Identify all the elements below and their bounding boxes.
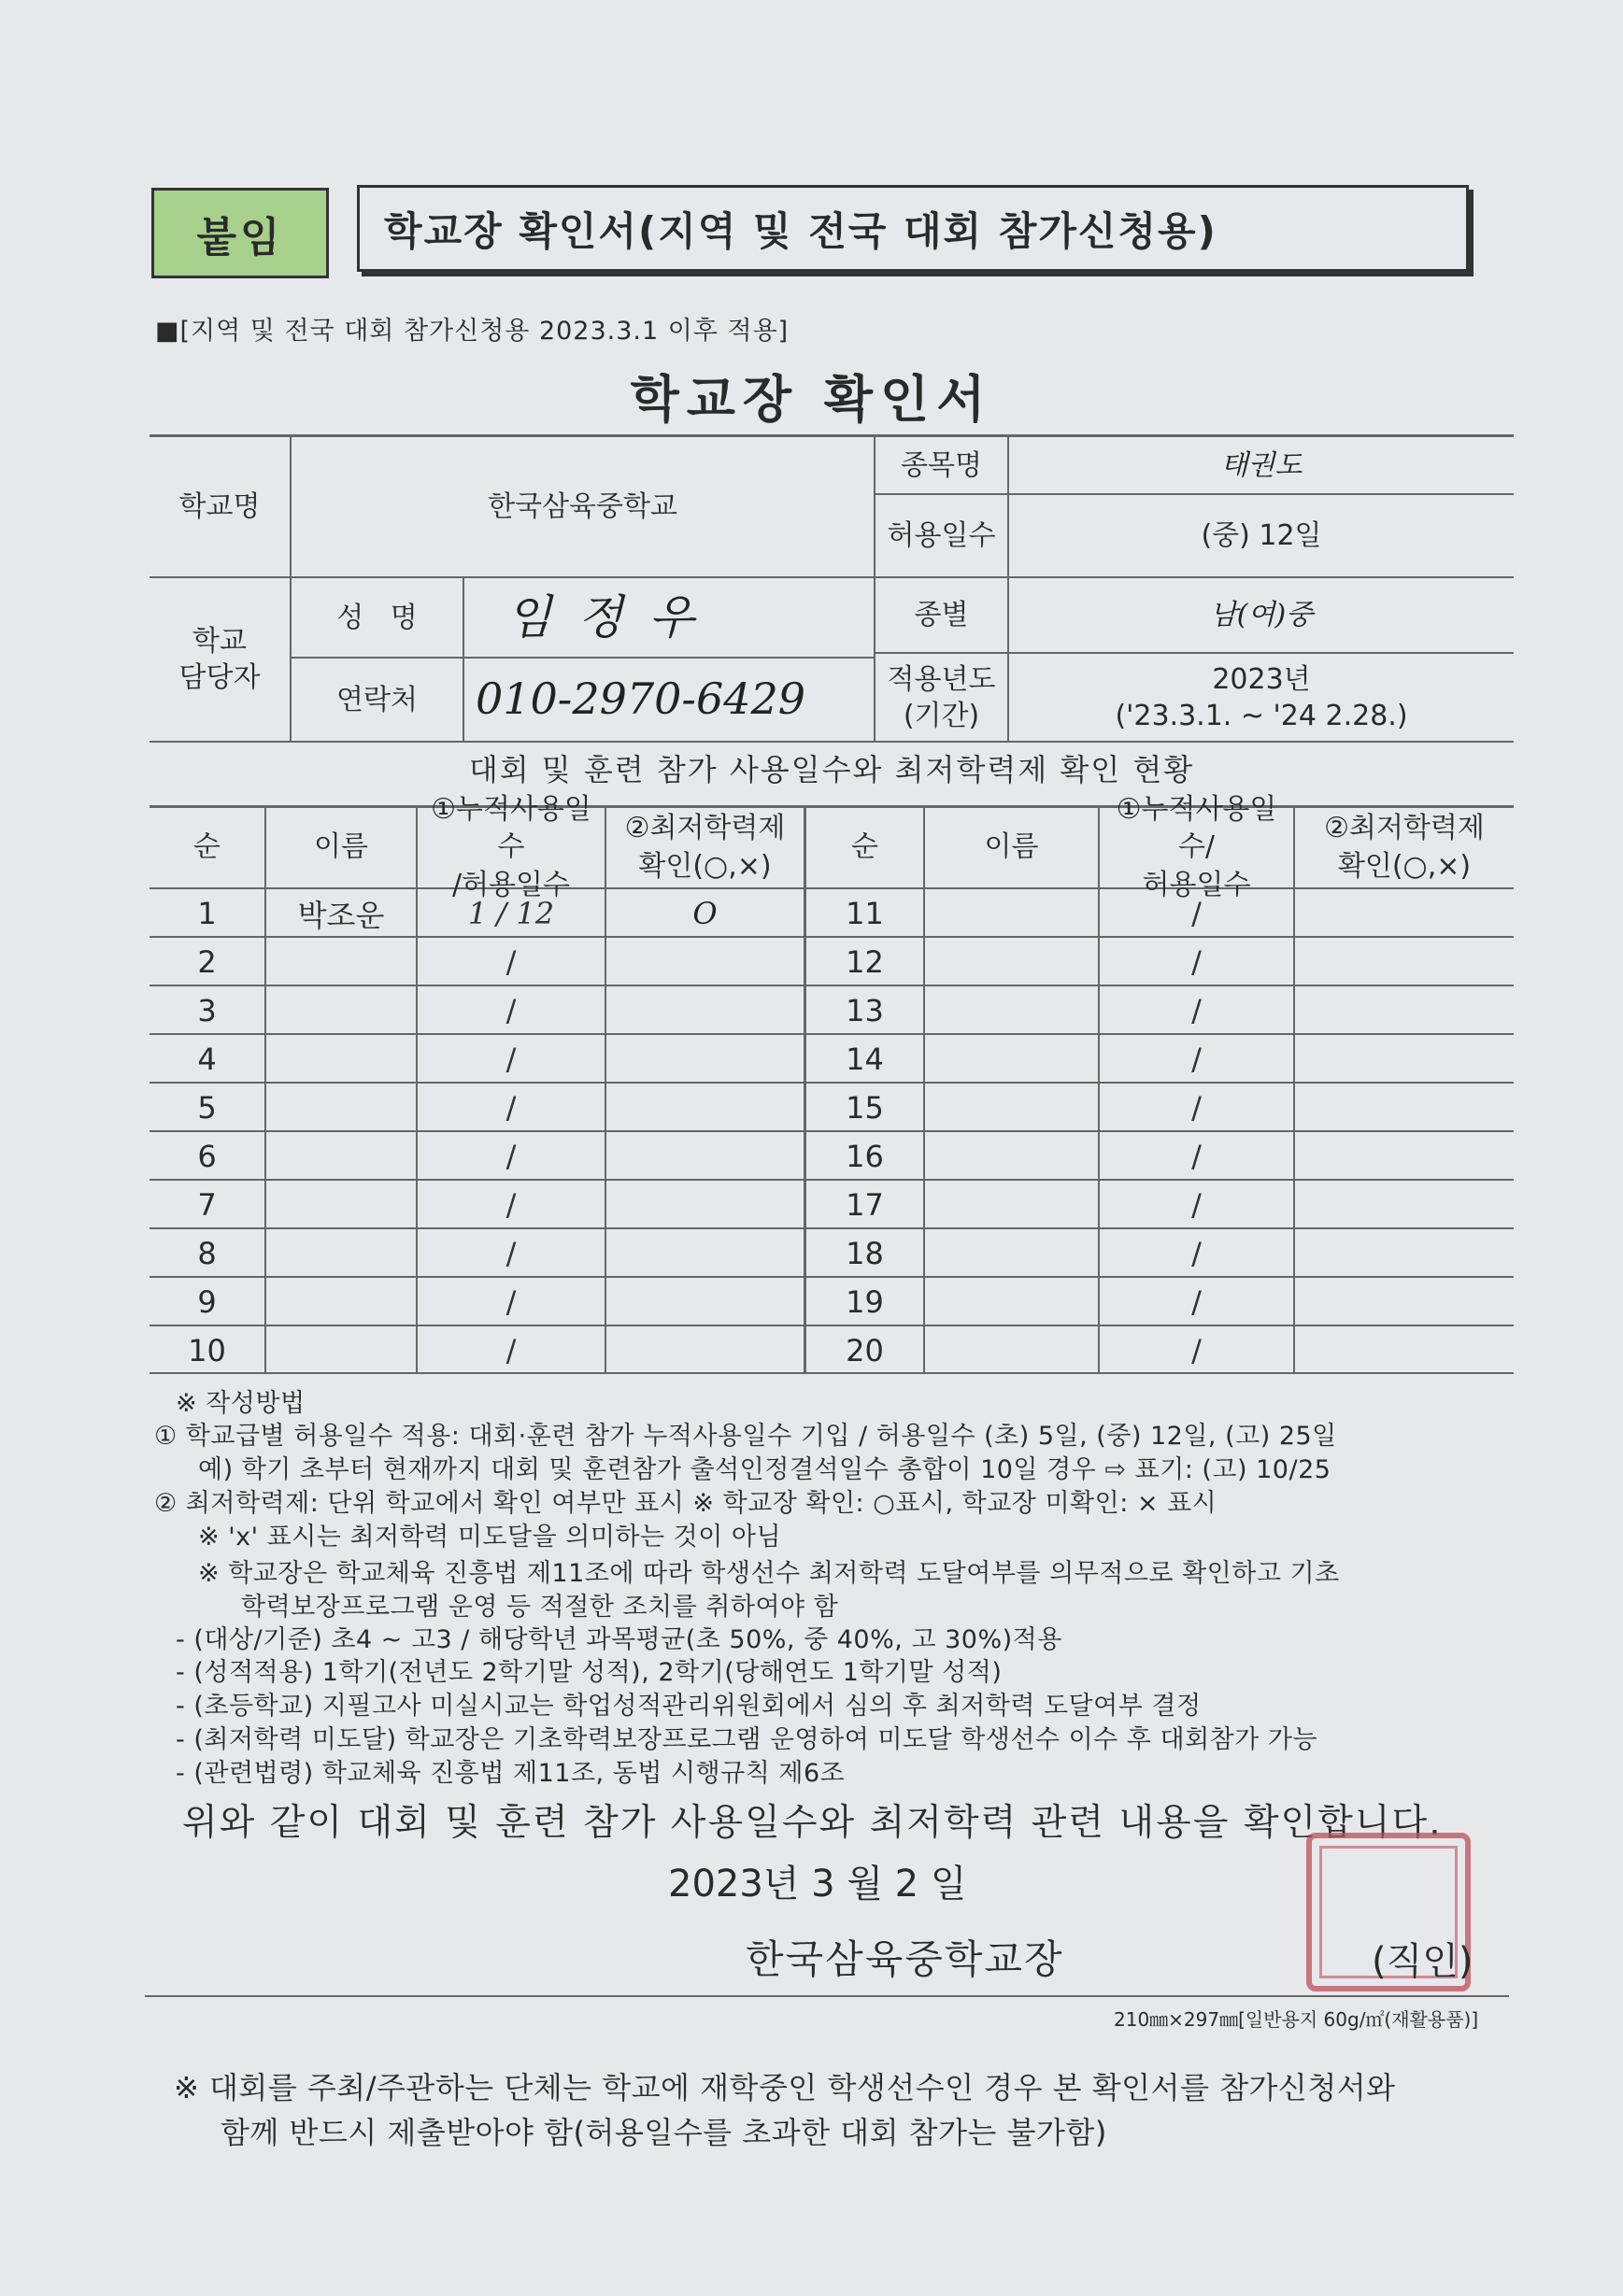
header-min-left [606,808,804,887]
instruction-line: - (최저학력 미도달) 학교장은 기초학력보장프로그램 운영하여 미도달 학생선수 이수 후 대회참가 가능 [176,1725,1318,1754]
row-number: 1 [197,896,217,931]
footnote-line-1: ※ 대회를 주최/주관하는 단체는 학교에 재학중인 학생선수인 경우 본 확인서를 참가신청서와 [174,2070,1396,2105]
instruction-line: ※ 학교장은 학교체육 진흥법 제11조에 따라 학생선수 최저학력 도달여부를 의무적으로 확인하고 기초 [198,1559,1340,1588]
row-days: / [1191,1090,1202,1126]
row-min-check [606,938,804,986]
instruction-line: ※ 작성방법 [176,1389,306,1418]
instruction-line: ② 최저학력제: 단위 학교에서 확인 여부만 표시 ※ 학교장 확인: ○표시, 학교장 미확인: × 표시 [154,1489,1217,1518]
row-number: 6 [197,1139,217,1174]
confirmation-date: 2023년 3 월 2 일 [668,1863,967,1906]
row-student-name [266,938,416,986]
row-min-check [1295,1181,1514,1229]
row-min-check [606,1181,804,1229]
header-min-right-line-1: ②최저학력제 [1324,812,1485,844]
row-days: / [505,1090,517,1126]
row-min-check [606,1132,804,1181]
staff-label-line-2: 담당자 [178,661,261,694]
document-title: 학교장 확인서 [630,370,993,429]
applicability-notice: ■[지역 및 전국 대회 참가신청용 2023.3.1 이후 적용] [155,317,790,346]
row-min-check [1295,938,1514,986]
row-student-name [925,889,1098,938]
row-min-check [1295,1035,1514,1084]
row-number: 17 [846,1187,884,1223]
row-number: 11 [846,896,884,931]
instruction-line: ① 학교급별 허용일수 적용: 대회·훈련 참가 누적사용일수 기입 / 허용일수 (초) 5일, (중) 12일, (고) 25일 [154,1422,1337,1451]
row-number: 7 [197,1187,217,1223]
row-student-name [925,1035,1098,1084]
row-number: 18 [846,1236,884,1271]
row-days: / [505,993,517,1028]
header-min-right-line-2: 확인(○,×) [1337,849,1472,883]
row-number: 8 [197,1236,217,1271]
row-days: / [505,944,517,980]
year-value [1009,654,1514,741]
instruction-line: - (성적적용) 1학기(전년도 2학기말 성적), 2학기(당해연도 1학기말 성적) [176,1658,1003,1687]
header-no-right: 순 [851,830,878,864]
row-days: / [1191,944,1202,980]
school-name-label: 학교명 [178,490,261,523]
row-number: 16 [846,1139,884,1174]
row-min-check [1295,1084,1514,1132]
row-student-name [266,986,416,1035]
row-min-check [606,1326,804,1375]
row-student-name [925,1181,1098,1229]
sport-label: 종목명 [901,448,982,482]
header-min-left-line-2: 확인(○,×) [638,849,772,883]
year-label-line-2: (기간) [903,699,980,732]
year-label [876,654,1007,741]
row-days: / [1191,1333,1202,1368]
row-days: / [1191,1042,1202,1077]
row-number: 19 [846,1284,884,1320]
row-min-check [606,1035,804,1084]
row-student-name [266,1132,416,1181]
header-days-right-line-2: 허용일수 [1142,868,1251,901]
name-label: 성 명 [336,601,418,634]
staff-name-value: 임 정 우 [506,589,700,645]
staff-label [149,578,290,741]
header-no-left: 순 [193,830,221,864]
header-name-left: 이름 [314,830,368,864]
allowed-days-label: 허용일수 [887,519,996,552]
attachment-label: 붙임 [151,188,329,278]
row-min-check [1295,1229,1514,1278]
row-student-name [266,1084,416,1132]
header-days-right [1100,792,1293,901]
row-days: / [1191,896,1202,931]
row-student-name [925,1132,1098,1181]
footnote-line-2: 함께 반드시 제출받아야 함(허용일수를 초과한 대회 참가는 불가함) [221,2115,1107,2150]
row-number: 12 [846,944,884,980]
principal-name: 한국삼육중학교장 [746,1936,1064,1982]
year-value-year: 2023년 [1212,662,1311,696]
row-number: 20 [846,1333,884,1368]
row-min-check [1295,1132,1514,1181]
school-name-value: 한국삼육중학교 [488,490,677,523]
row-days: / [505,1284,517,1320]
row-number: 2 [197,944,217,980]
instruction-line: - (초등학교) 지필고사 미실시교는 학업성적관리위원회에서 심의 후 최저학력 도달여부 결정 [176,1692,1202,1721]
row-number: 15 [846,1090,884,1126]
instruction-line: 학력보장프로그램 운영 등 적절한 조치를 취하여야 함 [241,1593,839,1622]
contact-label: 연락처 [336,683,418,716]
header-min-left-line-1: ②최저학력제 [624,812,786,844]
header-days-left-line-1: ①누적사용일수 [431,792,591,864]
year-label-line-1: 적용년도 [887,662,996,696]
row-student-name [266,1035,416,1084]
row-days: / [505,1236,517,1271]
instruction-line: - (대상/기준) 초4 ~ 고3 / 해당학년 과목평균(초 50%, 중 40%, 고 30%)적용 [176,1625,1062,1654]
divider [145,1995,1509,1997]
row-min-check: O [692,896,718,931]
row-student-name: 박조운 [297,898,385,933]
row-student-name [266,1326,416,1375]
contact-value: 010-2970-6429 [476,673,806,725]
row-student-name [925,1278,1098,1326]
paper-spec: 210㎜×297㎜[일반용지 60g/㎡(재활용품)] [1114,2008,1479,2031]
instruction-line: ※ 'x' 표시는 최저학력 미도달을 의미하는 것이 아님 [198,1523,782,1552]
row-number: 10 [188,1333,226,1368]
instruction-line: - (관련법령) 학교체육 진흥법 제11조, 동법 시행규칙 제6조 [176,1759,846,1788]
row-days: / [505,1042,517,1077]
row-days: 1 / 12 [467,896,555,931]
row-student-name [266,1278,416,1326]
row-days: / [505,1333,517,1368]
year-value-period: ('23.3.1. ~ '24 2.28.) [1115,699,1408,732]
staff-label-line-1: 학교 [192,625,247,658]
sport-value: 태권도 [1220,448,1303,482]
row-days: / [505,1187,517,1223]
row-number: 3 [197,993,217,1028]
row-student-name [266,1181,416,1229]
gender-value: 남(여)중 [1209,599,1314,631]
row-min-check [606,1229,804,1278]
row-number: 9 [197,1284,217,1320]
row-days: / [1191,1187,1202,1223]
row-student-name [266,1229,416,1278]
header-days-right-line-1: ①누적사용일수/ [1116,792,1277,864]
gender-label: 종별 [914,599,969,631]
header-title: 학교장 확인서(지역 및 전국 대회 참가신청용) [357,185,1469,272]
row-student-name [925,1084,1098,1132]
row-student-name [925,1326,1098,1375]
row-number: 5 [197,1090,217,1126]
row-student-name [925,1229,1098,1278]
row-days: / [1191,1284,1202,1320]
confirmation-text: 위와 같이 대회 및 훈련 참가 사용일수와 최저학력 관련 내용을 확인합니다. [182,1802,1443,1844]
header-days-left [418,792,605,901]
row-number: 13 [846,993,884,1028]
row-min-check [606,1278,804,1326]
row-days: / [1191,1139,1202,1174]
row-number: 14 [846,1042,884,1077]
row-min-check [1295,986,1514,1035]
row-min-check [1295,889,1514,938]
allowed-days-value: (중) 12일 [1201,519,1322,552]
row-student-name [925,938,1098,986]
row-student-name [925,986,1098,1035]
row-days: / [1191,1236,1202,1271]
row-min-check [1295,1326,1514,1375]
status-title: 대회 및 훈련 참가 사용일수와 최저학력제 확인 현황 [468,752,1195,788]
seal-mark-label: (직인) [1372,1940,1474,1983]
row-min-check [1295,1278,1514,1326]
row-number: 4 [197,1042,217,1077]
row-days: / [1191,993,1202,1028]
instruction-line: 예) 학기 초부터 현재까지 대회 및 훈련참가 출석인정결석일수 총합이 10일 경우 ⇨ 표기: (고) 10/25 [198,1455,1331,1484]
row-min-check [606,986,804,1035]
header-days-left-line-2: /허용일수 [451,868,571,901]
header-min-right [1295,808,1514,887]
row-days: / [505,1139,517,1174]
row-min-check [606,1084,804,1132]
header-name-right: 이름 [984,830,1039,864]
